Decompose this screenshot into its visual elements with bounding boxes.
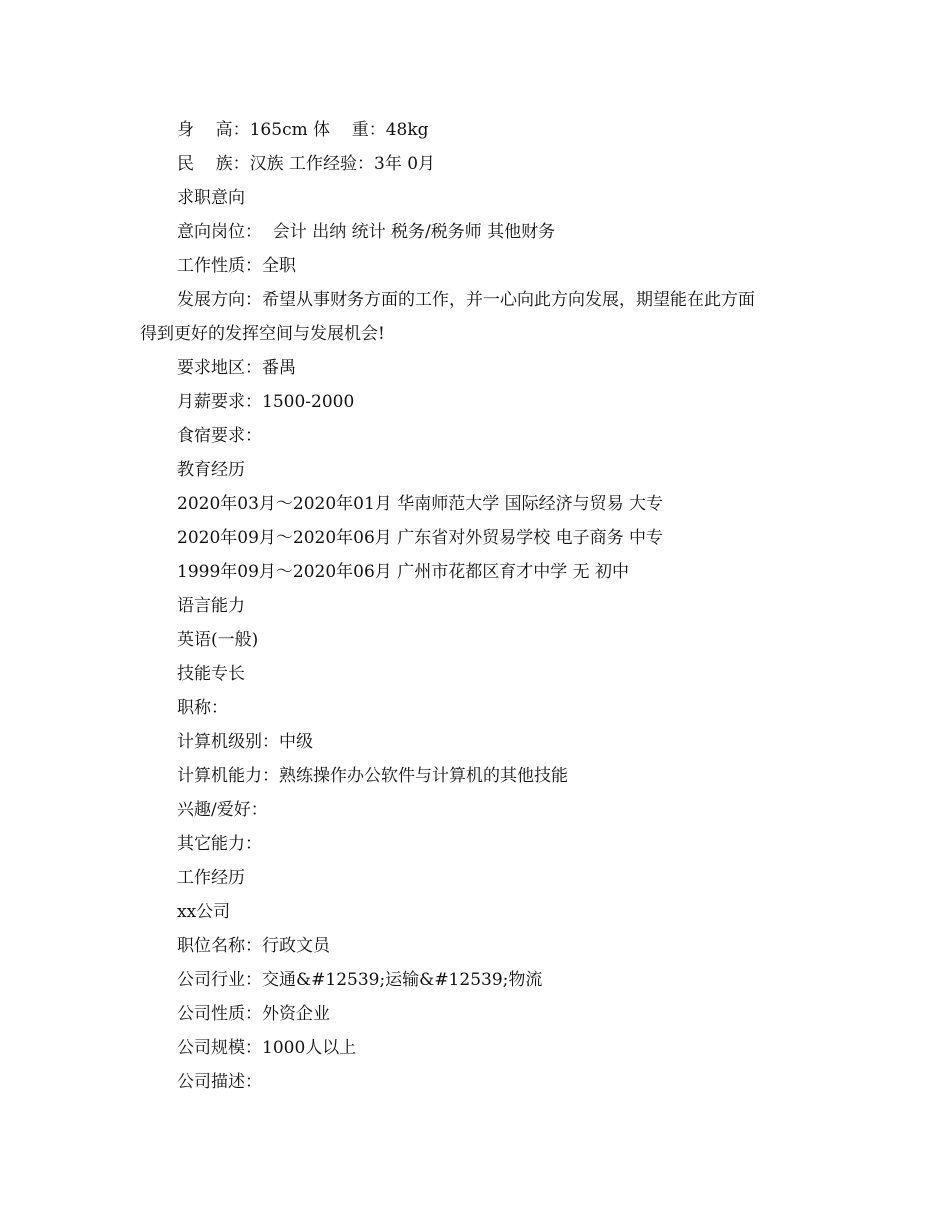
height-weight-line: 身 高：165cm 体 重：48kg [177,120,429,140]
section-heading-education: 教育经历 [177,460,245,480]
computer-level-line: 计算机级别：中级 [177,732,313,752]
career-direction-line: 发展方向：希望从事财务方面的工作，并一心向此方向发展，期望能在此方面 [177,290,755,310]
section-heading-language: 语言能力 [177,596,245,616]
section-heading-work-experience: 工作经历 [177,868,245,888]
career-direction-continuation: 得到更好的发挥空间与发展机会! [140,324,385,344]
company-size-line: 公司规模：1000人以上 [177,1038,357,1058]
computer-ability-line: 计算机能力：熟练操作办公软件与计算机的其他技能 [177,766,568,786]
hobbies-line: 兴趣/爱好： [177,800,268,820]
section-heading-skills: 技能专长 [177,664,245,684]
company-name-line: xx公司 [177,902,231,922]
language-entry: 英语(一般) [177,630,259,650]
job-type-line: 工作性质：全职 [177,256,296,276]
company-description-line: 公司描述： [177,1072,262,1092]
company-nature-line: 公司性质：外资企业 [177,1004,330,1024]
education-entry: 1999年09月～2020年06月 广州市花都区育才中学 无 初中 [177,562,630,582]
company-industry-line: 公司行业：交通&#12539;运输&#12539;物流 [177,970,543,990]
desired-positions-line: 意向岗位： 会计 出纳 统计 税务/税务师 其他财务 [177,222,556,242]
education-entry: 2020年09月～2020年06月 广东省对外贸易学校 电子商务 中专 [177,528,664,548]
accommodation-requirement-line: 食宿要求： [177,426,262,446]
resume-body [140,113,820,1099]
education-entry: 2020年03月～2020年01月 华南师范大学 国际经济与贸易 大专 [177,494,664,514]
desired-region-line: 要求地区：番禺 [177,358,296,378]
other-abilities-line: 其它能力： [177,834,262,854]
ethnicity-experience-line: 民 族：汉族 工作经验：3年 0月 [177,154,436,174]
position-name-line: 职位名称：行政文员 [177,936,330,956]
title-line: 职称： [177,698,228,718]
section-heading-job-intention: 求职意向 [177,188,245,208]
salary-requirement-line: 月薪要求：1500-2000 [177,392,355,412]
